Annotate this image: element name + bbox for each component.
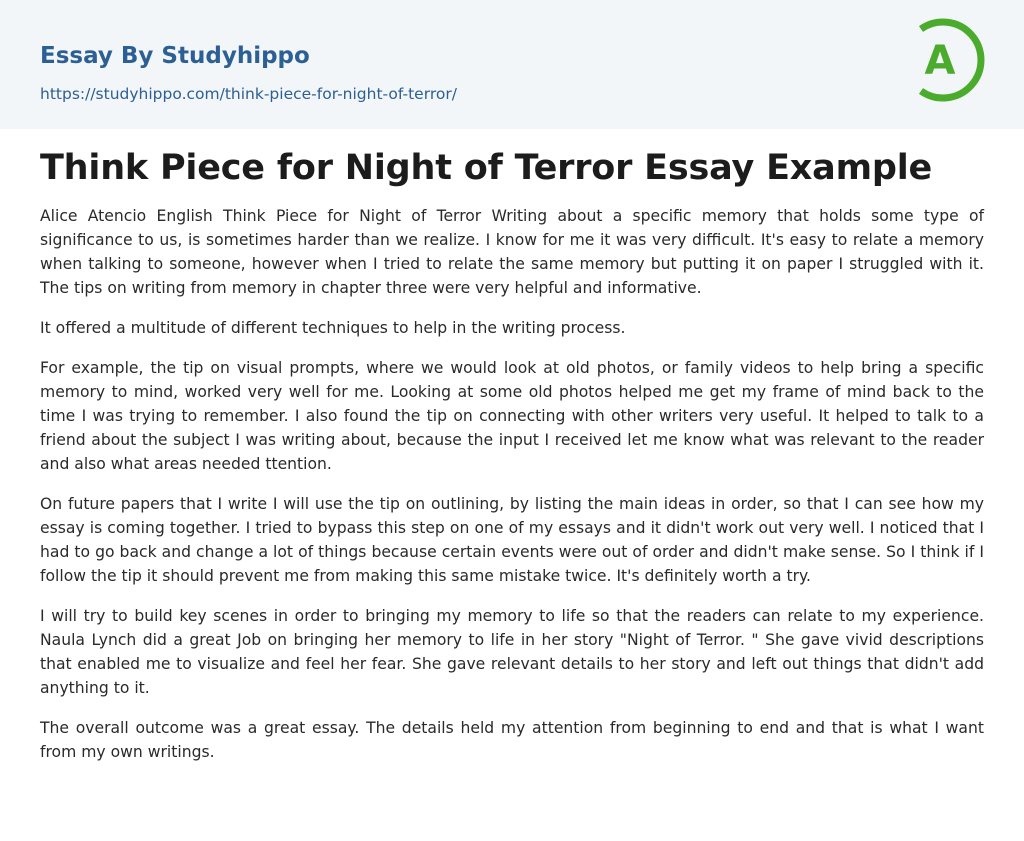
logo[interactable] <box>909 17 989 107</box>
logo-letter: A <box>924 38 956 84</box>
paragraph: I will try to build key scenes in order to bringing my memory to life so that the readers can relate to my experience. Naula Lynch did a great Job on bringing her memory to life in her story "Night of Terror. " She gave vivid descriptions that enabled me to visualize and feel her fear. She gave relevant details to her story and left out things that didn't add anything to it. <box>40 607 984 697</box>
site-brand[interactable]: Essay By Studyhippo <box>40 43 310 69</box>
paragraph: The overall outcome was a great essay. The details held my attention from beginning to end and that is what I want from my own writings. <box>40 719 984 761</box>
paragraph: It offered a multitude of different techniques to help in the writing process. <box>40 319 626 337</box>
paragraph: On future papers that I write I will use the tip on outlining, by listing the main ideas in order, so that I can see how my essay is coming together. I tried to bypass this step on one of my essays and it didn't work out very well. I noticed that I had to go back and change a lot of things because certain events were out of order and didn't make sense. So I think if I follow the tip it should prevent me from making this same mistake twice. It's definitely worth a try. <box>40 495 984 585</box>
article <box>0 129 1024 764</box>
source-url-link[interactable]: https://studyhippo.com/think-piece-for-night-of-terror/ <box>40 85 457 103</box>
site-header <box>0 0 1024 129</box>
page-title: Think Piece for Night of Terror Essay Example <box>40 148 933 188</box>
paragraph: Alice Atencio English Think Piece for Night of Terror Writing about a specific memory that holds some type of significance to us, is sometimes harder than we realize. I know for me it was very difficult. It's easy to relate a memory when talking to someone, however when I tried to relate the same memory but putting it on paper I struggled with it. The tips on writing from memory in chapter three were very helpful and informative. <box>40 207 984 297</box>
paragraph: For example, the tip on visual prompts, where we would look at old photos, or family videos to help bring a specific memory to mind, worked very well for me. Looking at some old photos helped me get my frame of mind back to the time I was trying to remember. I also found the tip on connecting with other writers very useful. It helped to talk to a friend about the subject I was writing about, because the input I received let me know what was relevant to the reader and also what areas needed ttention. <box>40 359 984 473</box>
article-body <box>40 204 984 764</box>
